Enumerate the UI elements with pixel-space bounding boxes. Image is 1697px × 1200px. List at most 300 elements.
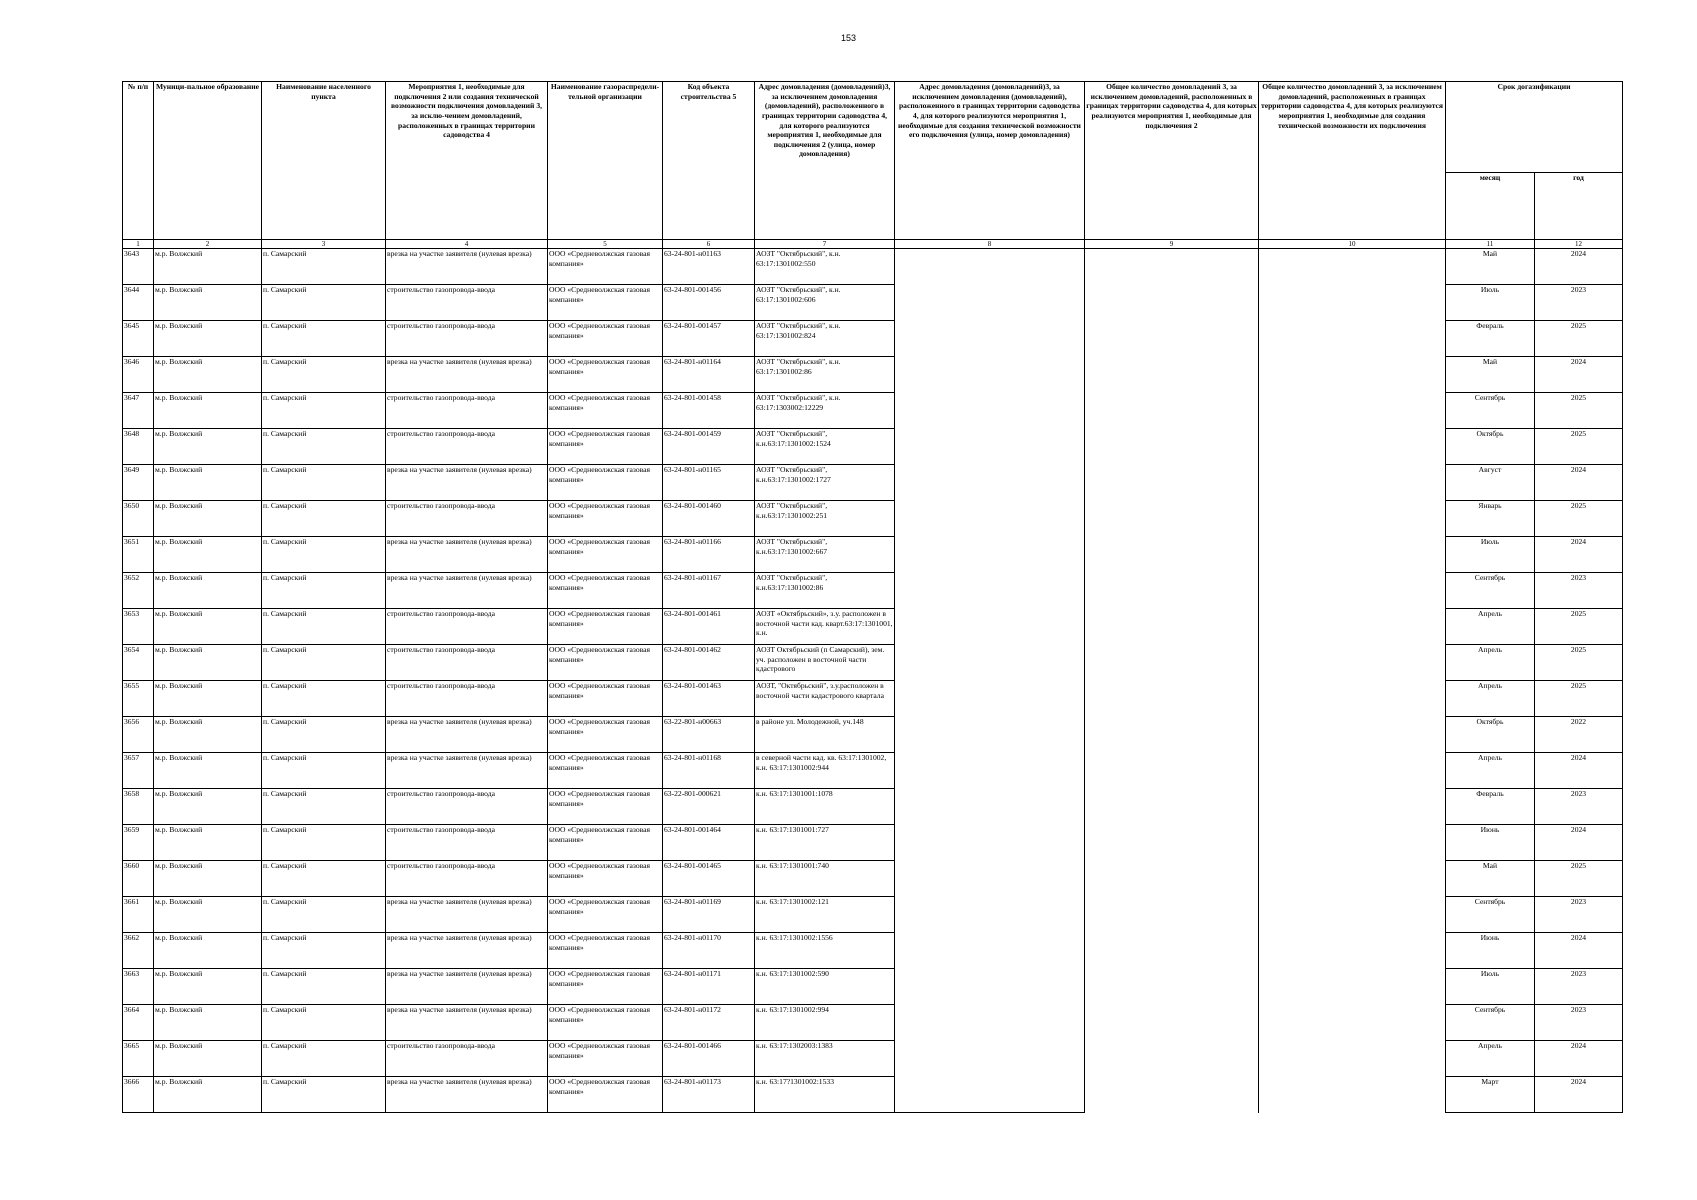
event-cell: строительство газопровода-ввода	[386, 609, 548, 645]
month-cell: Июль	[1446, 969, 1535, 1005]
address-cell: АОЗТ "Октябрьский", к.н. 63:17:1301002:550	[755, 249, 895, 285]
row-number: 3643	[123, 249, 154, 285]
municipality-cell: м.р. Волжский	[154, 249, 262, 285]
year-cell: 2025	[1535, 681, 1623, 717]
table-row	[123, 249, 1623, 285]
year-cell: 2024	[1535, 465, 1623, 501]
table-row	[123, 645, 1623, 681]
municipality-cell: м.р. Волжский	[154, 969, 262, 1005]
row-number: 3665	[123, 1041, 154, 1077]
table-row	[123, 753, 1623, 789]
object-code-cell: 63-24-801-001465	[663, 861, 755, 897]
empty-cell	[1085, 609, 1259, 645]
month-cell: Октябрь	[1446, 429, 1535, 465]
empty-cell	[1259, 933, 1446, 969]
table-row	[123, 393, 1623, 429]
header-num: № п/п	[123, 82, 154, 240]
month-cell: Апрель	[1446, 753, 1535, 789]
empty-cell	[1085, 357, 1259, 393]
empty-cell	[895, 465, 1085, 501]
header-month: месяц	[1446, 173, 1535, 240]
municipality-cell: м.р. Волжский	[154, 537, 262, 573]
empty-cell	[895, 897, 1085, 933]
settlement-cell: п. Самарский	[262, 681, 386, 717]
month-cell: Сентябрь	[1446, 393, 1535, 429]
address-cell: АОЗТ "Октябрьский", к.н.63:17:1301002:86	[755, 573, 895, 609]
empty-cell	[895, 393, 1085, 429]
column-number: 11	[1446, 240, 1535, 249]
row-number: 3656	[123, 717, 154, 753]
empty-cell	[1259, 1041, 1446, 1077]
object-code-cell: 63-24-801-н01170	[663, 933, 755, 969]
empty-cell	[1085, 789, 1259, 825]
organization-cell: ООО «Средневолжская газовая компания»	[548, 753, 663, 789]
empty-cell	[1259, 609, 1446, 645]
empty-cell	[1085, 393, 1259, 429]
empty-cell	[895, 573, 1085, 609]
empty-cell	[895, 789, 1085, 825]
event-cell: строительство газопровода-ввода	[386, 321, 548, 357]
municipality-cell: м.р. Волжский	[154, 429, 262, 465]
organization-cell: ООО «Средневолжская газовая компания»	[548, 717, 663, 753]
year-cell: 2024	[1535, 825, 1623, 861]
organization-cell: ООО «Средневолжская газовая компания»	[548, 969, 663, 1005]
table-row	[123, 1041, 1623, 1077]
address-cell: АОЗТ "Октябрьский", к.н.63:17:1301002:1524	[755, 429, 895, 465]
empty-cell	[1085, 501, 1259, 537]
event-cell: врезка на участке заявителя (нулевая врезка)	[386, 357, 548, 393]
header-address-connection: Адрес домовладения (домовладений)3, за исключением домовладения (домовладений), расположенного в границах территории садоводства 4, для которого реализуются мероприятия 1, необходимые для подключения 2 (улица, номер домовладения)	[755, 82, 895, 240]
year-cell: 2024	[1535, 933, 1623, 969]
empty-cell	[895, 429, 1085, 465]
municipality-cell: м.р. Волжский	[154, 1077, 262, 1113]
object-code-cell: 63-24-801-н01163	[663, 249, 755, 285]
object-code-cell: 63-24-801-н01166	[663, 537, 755, 573]
empty-cell	[1085, 717, 1259, 753]
empty-cell	[895, 285, 1085, 321]
month-cell: Май	[1446, 357, 1535, 393]
municipality-cell: м.р. Волжский	[154, 681, 262, 717]
row-number: 3646	[123, 357, 154, 393]
empty-cell	[1259, 537, 1446, 573]
column-number: 7	[755, 240, 895, 249]
event-cell: строительство газопровода-ввода	[386, 429, 548, 465]
settlement-cell: п. Самарский	[262, 573, 386, 609]
organization-cell: ООО «Средневолжская газовая компания»	[548, 1005, 663, 1041]
year-cell: 2024	[1535, 249, 1623, 285]
month-cell: Июнь	[1446, 933, 1535, 969]
empty-cell	[895, 1077, 1085, 1113]
object-code-cell: 63-22-801-000621	[663, 789, 755, 825]
row-number: 3648	[123, 429, 154, 465]
address-cell: АОЗТ "Октябрьский", к.н.63:17:1301002:667	[755, 537, 895, 573]
empty-cell	[1259, 681, 1446, 717]
empty-cell	[1259, 285, 1446, 321]
month-cell: Апрель	[1446, 1041, 1535, 1077]
month-cell: Октябрь	[1446, 717, 1535, 753]
table-row	[123, 465, 1623, 501]
object-code-cell: 63-24-801-н01173	[663, 1077, 755, 1113]
settlement-cell: п. Самарский	[262, 537, 386, 573]
year-cell: 2025	[1535, 393, 1623, 429]
table-row	[123, 681, 1623, 717]
settlement-cell: п. Самарский	[262, 429, 386, 465]
row-number: 3664	[123, 1005, 154, 1041]
object-code-cell: 63-24-801-001461	[663, 609, 755, 645]
table-row	[123, 1077, 1623, 1113]
month-cell: Февраль	[1446, 789, 1535, 825]
column-number: 9	[1085, 240, 1259, 249]
object-code-cell: 63-24-801-001460	[663, 501, 755, 537]
column-number: 6	[663, 240, 755, 249]
address-cell: к.н. 63:17:1301001:1078	[755, 789, 895, 825]
empty-cell	[1085, 645, 1259, 681]
empty-cell	[895, 1041, 1085, 1077]
address-cell: АОЗТ "Октябрьский", к.н. 63:17:1301002:86	[755, 357, 895, 393]
settlement-cell: п. Самарский	[262, 645, 386, 681]
address-cell: АОЗТ «Октябрьский», з.у. расположен в восточной части кад. кварт.63:17:1301001, к.н.	[755, 609, 895, 645]
settlement-cell: п. Самарский	[262, 357, 386, 393]
organization-cell: ООО «Средневолжская газовая компания»	[548, 609, 663, 645]
empty-cell	[1085, 429, 1259, 465]
row-number: 3652	[123, 573, 154, 609]
organization-cell: ООО «Средневолжская газовая компания»	[548, 429, 663, 465]
table-row	[123, 861, 1623, 897]
empty-cell	[1259, 429, 1446, 465]
address-cell: к.н. 63:17:1302003:1383	[755, 1041, 895, 1077]
municipality-cell: м.р. Волжский	[154, 897, 262, 933]
empty-cell	[1085, 969, 1259, 1005]
organization-cell: ООО «Средневолжская газовая компания»	[548, 645, 663, 681]
table-row	[123, 321, 1623, 357]
column-number: 2	[154, 240, 262, 249]
table-body	[123, 249, 1623, 1113]
event-cell: врезка на участке заявителя (нулевая врезка)	[386, 1077, 548, 1113]
organization-cell: ООО «Средневолжская газовая компания»	[548, 537, 663, 573]
event-cell: строительство газопровода-ввода	[386, 681, 548, 717]
empty-cell	[1259, 969, 1446, 1005]
row-number: 3649	[123, 465, 154, 501]
column-number: 1	[123, 240, 154, 249]
municipality-cell: м.р. Волжский	[154, 573, 262, 609]
object-code-cell: 63-22-801-н00663	[663, 717, 755, 753]
empty-cell	[895, 933, 1085, 969]
organization-cell: ООО «Средневолжская газовая компания»	[548, 681, 663, 717]
organization-cell: ООО «Средневолжская газовая компания»	[548, 789, 663, 825]
settlement-cell: п. Самарский	[262, 897, 386, 933]
year-cell: 2024	[1535, 1077, 1623, 1113]
empty-cell	[1085, 537, 1259, 573]
table-row	[123, 825, 1623, 861]
address-cell: АОЗТ "Октябрьский", к.н.63:17:1301002:1727	[755, 465, 895, 501]
row-number: 3644	[123, 285, 154, 321]
settlement-cell: п. Самарский	[262, 501, 386, 537]
row-number: 3647	[123, 393, 154, 429]
column-number: 4	[386, 240, 548, 249]
event-cell: врезка на участке заявителя (нулевая врезка)	[386, 897, 548, 933]
address-cell: АОЗТ "Октябрьский", к.н. 63:17:1301002:606	[755, 285, 895, 321]
object-code-cell: 63-24-801-001459	[663, 429, 755, 465]
header-count-tech: Общее количество домовладений 3, за исключением домовладений, расположенных в границах территории садоводства 4, для которых реализуются мероприятия 1, необходимые для создания технической возможности их подключения	[1259, 82, 1446, 240]
empty-cell	[1085, 285, 1259, 321]
event-cell: врезка на участке заявителя (нулевая врезка)	[386, 969, 548, 1005]
empty-cell	[1085, 249, 1259, 285]
empty-cell	[1259, 321, 1446, 357]
row-number: 3663	[123, 969, 154, 1005]
organization-cell: ООО «Средневолжская газовая компания»	[548, 249, 663, 285]
settlement-cell: п. Самарский	[262, 1005, 386, 1041]
municipality-cell: м.р. Волжский	[154, 825, 262, 861]
empty-cell	[895, 825, 1085, 861]
object-code-cell: 63-24-801-001458	[663, 393, 755, 429]
organization-cell: ООО «Средневолжская газовая компания»	[548, 393, 663, 429]
row-number: 3658	[123, 789, 154, 825]
municipality-cell: м.р. Волжский	[154, 753, 262, 789]
object-code-cell: 63-24-801-001463	[663, 681, 755, 717]
year-cell: 2025	[1535, 861, 1623, 897]
organization-cell: ООО «Средневолжская газовая компания»	[548, 573, 663, 609]
event-cell: врезка на участке заявителя (нулевая врезка)	[386, 573, 548, 609]
municipality-cell: м.р. Волжский	[154, 465, 262, 501]
address-cell: к.н. 63:17?1301002:1533	[755, 1077, 895, 1113]
year-cell: 2024	[1535, 357, 1623, 393]
header-year: год	[1535, 173, 1623, 240]
municipality-cell: м.р. Волжский	[154, 609, 262, 645]
event-cell: строительство газопровода-ввода	[386, 789, 548, 825]
empty-cell	[1259, 645, 1446, 681]
month-cell: Февраль	[1446, 321, 1535, 357]
row-number: 3660	[123, 861, 154, 897]
organization-cell: ООО «Средневолжская газовая компания»	[548, 825, 663, 861]
header-object-code: Код объекта строительства 5	[663, 82, 755, 240]
header-deadline: Срок догазификации	[1446, 82, 1623, 173]
year-cell: 2023	[1535, 789, 1623, 825]
year-cell: 2023	[1535, 897, 1623, 933]
municipality-cell: м.р. Волжский	[154, 933, 262, 969]
organization-cell: ООО «Средневолжская газовая компания»	[548, 501, 663, 537]
empty-cell	[1259, 717, 1446, 753]
organization-cell: ООО «Средневолжская газовая компания»	[548, 357, 663, 393]
row-number: 3651	[123, 537, 154, 573]
municipality-cell: м.р. Волжский	[154, 501, 262, 537]
year-cell: 2025	[1535, 321, 1623, 357]
municipality-cell: м.р. Волжский	[154, 393, 262, 429]
organization-cell: ООО «Средневолжская газовая компания»	[548, 285, 663, 321]
empty-cell	[1085, 933, 1259, 969]
municipality-cell: м.р. Волжский	[154, 1041, 262, 1077]
empty-cell	[1085, 753, 1259, 789]
settlement-cell: п. Самарский	[262, 825, 386, 861]
empty-cell	[1085, 825, 1259, 861]
municipality-cell: м.р. Волжский	[154, 717, 262, 753]
municipality-cell: м.р. Волжский	[154, 645, 262, 681]
row-number: 3655	[123, 681, 154, 717]
month-cell: Январь	[1446, 501, 1535, 537]
column-number-row	[123, 240, 1623, 249]
empty-cell	[1085, 465, 1259, 501]
empty-cell	[895, 861, 1085, 897]
municipality-cell: м.р. Волжский	[154, 357, 262, 393]
organization-cell: ООО «Средневолжская газовая компания»	[548, 1077, 663, 1113]
settlement-cell: п. Самарский	[262, 1041, 386, 1077]
settlement-cell: п. Самарский	[262, 933, 386, 969]
settlement-cell: п. Самарский	[262, 285, 386, 321]
table-row	[123, 1005, 1623, 1041]
table-row	[123, 897, 1623, 933]
table-row	[123, 933, 1623, 969]
column-number: 10	[1259, 240, 1446, 249]
header-municipality: Муници-пальное образование	[154, 82, 262, 240]
column-number: 12	[1535, 240, 1623, 249]
event-cell: врезка на участке заявителя (нулевая врезка)	[386, 249, 548, 285]
settlement-cell: п. Самарский	[262, 249, 386, 285]
settlement-cell: п. Самарский	[262, 1077, 386, 1113]
event-cell: строительство газопровода-ввода	[386, 645, 548, 681]
empty-cell	[1085, 861, 1259, 897]
event-cell: врезка на участке заявителя (нулевая врезка)	[386, 465, 548, 501]
empty-cell	[1259, 861, 1446, 897]
month-cell: Июнь	[1446, 825, 1535, 861]
empty-cell	[1085, 681, 1259, 717]
empty-cell	[895, 969, 1085, 1005]
table-row	[123, 501, 1623, 537]
municipality-cell: м.р. Волжский	[154, 1005, 262, 1041]
address-cell: к.н. 63:17:1301002:994	[755, 1005, 895, 1041]
table-row	[123, 537, 1623, 573]
object-code-cell: 63-24-801-н01169	[663, 897, 755, 933]
empty-cell	[895, 357, 1085, 393]
year-cell: 2025	[1535, 501, 1623, 537]
year-cell: 2023	[1535, 969, 1623, 1005]
event-cell: строительство газопровода-ввода	[386, 825, 548, 861]
year-cell: 2024	[1535, 753, 1623, 789]
address-cell: в северной части кад. кв. 63:17:1301002, к.н. 63:17:1301002:944	[755, 753, 895, 789]
object-code-cell: 63-24-801-001466	[663, 1041, 755, 1077]
year-cell: 2025	[1535, 429, 1623, 465]
object-code-cell: 63-24-801-001462	[663, 645, 755, 681]
year-cell: 2024	[1535, 1041, 1623, 1077]
empty-cell	[895, 1005, 1085, 1041]
header-events: Мероприятия 1, необходимые для подключения 2 или создания технической возможности подключения домовладений 3, за исклю-чением домовладений, расположенных в границах территории садоводства 4	[386, 82, 548, 240]
row-number: 3661	[123, 897, 154, 933]
object-code-cell: 63-24-801-н01172	[663, 1005, 755, 1041]
empty-cell	[1259, 393, 1446, 429]
empty-cell	[1259, 465, 1446, 501]
event-cell: строительство газопровода-ввода	[386, 501, 548, 537]
month-cell: Май	[1446, 249, 1535, 285]
municipality-cell: м.р. Волжский	[154, 285, 262, 321]
month-cell: Апрель	[1446, 609, 1535, 645]
empty-cell	[1085, 1077, 1259, 1113]
object-code-cell: 63-24-801-н01171	[663, 969, 755, 1005]
month-cell: Март	[1446, 1077, 1535, 1113]
empty-cell	[1085, 573, 1259, 609]
row-number: 3654	[123, 645, 154, 681]
year-cell: 2024	[1535, 537, 1623, 573]
municipality-cell: м.р. Волжский	[154, 789, 262, 825]
row-number: 3653	[123, 609, 154, 645]
column-number: 3	[262, 240, 386, 249]
settlement-cell: п. Самарский	[262, 321, 386, 357]
year-cell: 2023	[1535, 1005, 1623, 1041]
table-row	[123, 969, 1623, 1005]
object-code-cell: 63-24-801-н01164	[663, 357, 755, 393]
row-number: 3650	[123, 501, 154, 537]
settlement-cell: п. Самарский	[262, 969, 386, 1005]
empty-cell	[895, 753, 1085, 789]
organization-cell: ООО «Средневолжская газовая компания»	[548, 1041, 663, 1077]
settlement-cell: п. Самарский	[262, 861, 386, 897]
municipality-cell: м.р. Волжский	[154, 321, 262, 357]
empty-cell	[895, 609, 1085, 645]
column-number: 5	[548, 240, 663, 249]
settlement-cell: п. Самарский	[262, 789, 386, 825]
header-organization: Наименование газораспредели-тельной организации	[548, 82, 663, 240]
month-cell: Сентябрь	[1446, 1005, 1535, 1041]
empty-cell	[1259, 1077, 1446, 1113]
settlement-cell: п. Самарский	[262, 393, 386, 429]
empty-cell	[895, 501, 1085, 537]
row-number: 3657	[123, 753, 154, 789]
address-cell: к.н. 63:17:1301001:740	[755, 861, 895, 897]
row-number: 3662	[123, 933, 154, 969]
event-cell: строительство газопровода-ввода	[386, 1041, 548, 1077]
table-row	[123, 573, 1623, 609]
empty-cell	[1259, 249, 1446, 285]
empty-cell	[1085, 1005, 1259, 1041]
event-cell: врезка на участке заявителя (нулевая врезка)	[386, 753, 548, 789]
table-row	[123, 609, 1623, 645]
event-cell: строительство газопровода-ввода	[386, 393, 548, 429]
row-number: 3659	[123, 825, 154, 861]
empty-cell	[1259, 573, 1446, 609]
settlement-cell: п. Самарский	[262, 609, 386, 645]
address-cell: АОЗТ "Октябрьский", к.н. 63:17:1303002:12229	[755, 393, 895, 429]
month-cell: Сентябрь	[1446, 573, 1535, 609]
empty-cell	[895, 249, 1085, 285]
event-cell: врезка на участке заявителя (нулевая врезка)	[386, 717, 548, 753]
empty-cell	[895, 645, 1085, 681]
table-row	[123, 789, 1623, 825]
address-cell: АОЗТ "Октябрьский", к.н. 63:17:1301002:824	[755, 321, 895, 357]
header-address-tech: Адрес домовладения (домовладений)3, за исключением домовладения (домовладений), расположенного в границах территории садоводства 4, для которого реализуются мероприятия 1, необходимые для создания технической возможности его подключения (улица, номер домовладения)	[895, 82, 1085, 240]
empty-cell	[1085, 1041, 1259, 1077]
event-cell: врезка на участке заявителя (нулевая врезка)	[386, 933, 548, 969]
address-cell: к.н. 63:17:1301001:727	[755, 825, 895, 861]
column-number: 8	[895, 240, 1085, 249]
table-row	[123, 357, 1623, 393]
municipality-cell: м.р. Волжский	[154, 861, 262, 897]
table-row	[123, 429, 1623, 465]
year-cell: 2022	[1535, 717, 1623, 753]
empty-cell	[895, 537, 1085, 573]
event-cell: строительство газопровода-ввода	[386, 861, 548, 897]
table-row	[123, 717, 1623, 753]
settlement-cell: п. Самарский	[262, 717, 386, 753]
address-cell: АОЗТ, "Октябрьский", з.у.расположен в восточной части кадастрового квартала	[755, 681, 895, 717]
organization-cell: ООО «Средневолжская газовая компания»	[548, 933, 663, 969]
organization-cell: ООО «Средневолжская газовая компания»	[548, 897, 663, 933]
address-cell: в районе ул. Молодежной, уч.148	[755, 717, 895, 753]
object-code-cell: 63-24-801-н01165	[663, 465, 755, 501]
address-cell: АОЗТ Октябрьский (п Самарский), зем. уч. расположен в восточной части кдастрового	[755, 645, 895, 681]
empty-cell	[1259, 357, 1446, 393]
organization-cell: ООО «Средневолжская газовая компания»	[548, 321, 663, 357]
month-cell: Сентябрь	[1446, 897, 1535, 933]
month-cell: Июль	[1446, 285, 1535, 321]
organization-cell: ООО «Средневолжская газовая компания»	[548, 465, 663, 501]
header-settlement: Наименование населенного пункта	[262, 82, 386, 240]
